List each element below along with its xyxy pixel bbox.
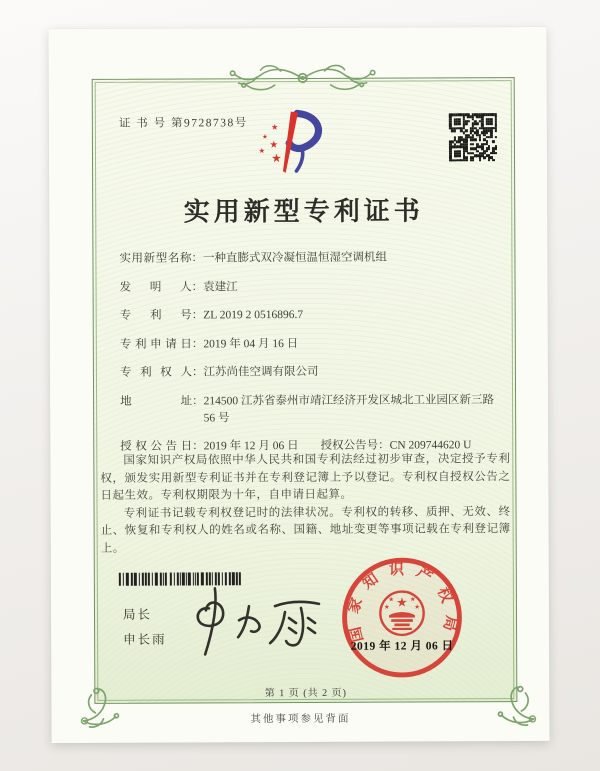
field-value: 一种直膨式双冷凝恒温恒湿空调机组 [202,251,387,265]
field-value: ZL 2019 2 0516896.7 [203,308,304,322]
svg-text:★: ★ [271,152,282,166]
director-name: 申长雨 [123,632,167,647]
field-label: 地址 [120,394,193,408]
field-row [120,392,512,428]
top-flourish-ornament [217,61,389,98]
field-row [120,335,512,354]
field-label: 专利权人 [119,366,192,379]
back-side-note: 其他事项参见背面 [250,713,351,726]
field-label: 专利申请日 [119,337,192,351]
field-row [120,278,512,297]
svg-text:★: ★ [409,596,416,604]
field-colon: ： [192,394,204,407]
field-colon: ： [191,337,204,350]
field-value: 214500 江苏省泰州市靖江经济开发区城北工业园区新三路 56 号 [203,393,494,424]
certificate-number: 证 书 号 第9728738号 [118,117,248,130]
seal-ring-text: 国家知识产权局 [344,561,460,644]
field-row [120,306,512,325]
legal-paragraphs [100,451,510,558]
svg-text:★: ★ [269,139,279,151]
field-value: CN 209744620 U [389,439,472,452]
field-value: 2019 年 12 月 06 日 [203,440,299,453]
svg-text:★: ★ [383,603,390,611]
page-number: 第 1 页 (共 2 页) [264,687,347,700]
fields-list [119,249,512,467]
field-label: 实用新型名称 [119,252,192,265]
legal-paragraph: 国家知识产权局依照中华人民共和国专利法经过初步审查，决定授予专利权，颁发实用新型专利证书并在专利登记簿上予以登记。专利权自授权公告之日起生效。专利权期限为十年，自申请日起算。 [100,453,511,502]
field-label: 授权公告号 [320,439,379,452]
field-colon: ： [191,280,204,293]
svg-text:★: ★ [414,603,421,611]
svg-text:★: ★ [396,594,408,610]
certificate-title: 实用新型专利证书 [183,196,424,227]
field-row [119,249,511,268]
legal-paragraph: 专利证书记载专利权登记时的法律状况。专利权的转移、质押、无效、终止、恢复和专利权人的姓名或名称、国籍、地址变更等事项记载在专利登记簿上。 [100,505,511,555]
field-label: 专利号 [119,309,192,322]
field-value: 2019 年 04 月 16 日 [203,337,299,350]
field-label: 发明人 [119,280,192,294]
field-colon: ： [191,309,204,322]
field-value: 袁建江 [203,280,238,293]
seal-date: 2019 年 12 月 06 日 [350,640,454,653]
field-label: 授权公告日 [120,440,193,453]
field-colon: ： [378,439,390,452]
svg-text:★: ★ [258,147,266,156]
svg-text:★: ★ [271,122,279,132]
patent-certificate-page [48,27,549,743]
field-colon: ： [191,366,204,379]
director-title: 局长 [122,607,153,622]
field-colon: ： [191,252,203,265]
svg-text:★: ★ [388,596,395,604]
svg-text:★: ★ [262,133,268,141]
qr-code-icon [449,113,497,161]
cnipa-patent-logo-icon [255,108,327,180]
field-colon: ： [192,440,204,453]
cnipa-round-seal [337,552,468,683]
field-value: 江苏尚佳空调有限公司 [203,365,319,379]
field-row [120,363,512,382]
